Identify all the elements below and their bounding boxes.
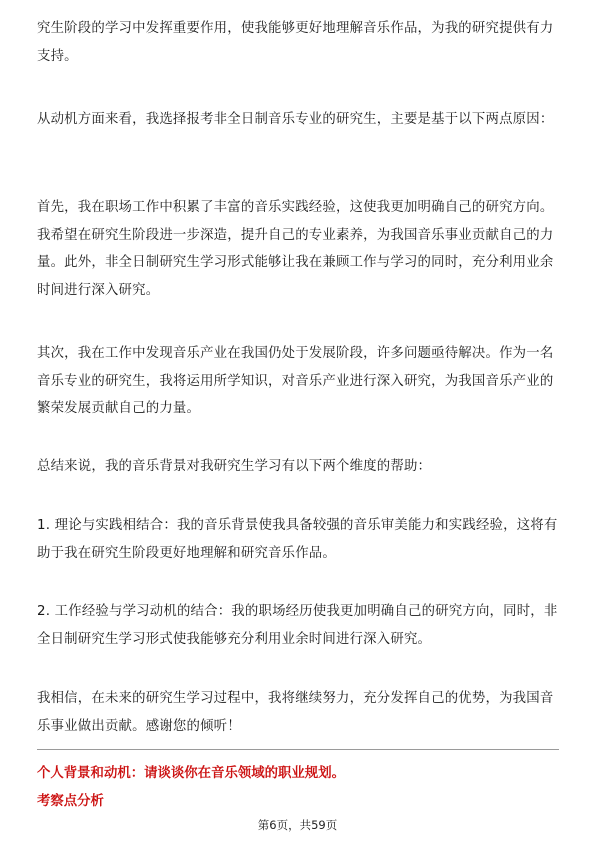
paragraph-motivation-intro: 从动机方面来看，我选择报考非全日制音乐专业的研究生，主要是基于以下两点原因：	[37, 112, 554, 127]
paragraph-first-reason: 首先，我在职场工作中积累了丰富的音乐实践经验，这使我更加明确自己的研究方向。我希望在研究生阶段进一步深造，提升自己的专业素养，为我国音乐事业贡献自己的力量。此外，非全日制研究生学习形式能够让我在兼顾工作与学习的同时，充分利用业余时间进行深入研究。	[37, 200, 554, 298]
analysis-heading: 考察点分析	[37, 794, 104, 809]
paragraph-research-support: 究生阶段的学习中发挥重要作用，使我能够更好地理解音乐作品，为我的研究提供有力支持。	[37, 21, 554, 64]
section-divider	[37, 749, 559, 750]
paragraph-conclusion: 我相信，在未来的研究生学习过程中，我将继续努力，充分发挥自己的优势，为我国音乐事业做出贡献。感谢您的倾听！	[37, 691, 554, 734]
paragraph-second-reason: 其次，我在工作中发现音乐产业在我国仍处于发展阶段，许多问题亟待解决。作为一名音乐专业的研究生，我将运用所学知识，对音乐产业进行深入研究，为我国音乐产业的繁荣发展贡献自己的力量。	[37, 346, 554, 416]
page-footer	[0, 817, 595, 833]
list-item-work-experience: 2. 工作经验与学习动机的结合：我的职场经历使我更加明确自己的研究方向，同时，非全日制研究生学习形式使我能够充分利用业余时间进行深入研究。	[37, 604, 558, 647]
page-indicator: 第6页，共59页	[257, 818, 338, 832]
section-question-title: 个人背景和动机：请谈谈你在音乐领域的职业规划。	[37, 766, 345, 781]
list-item-theory-practice: 1. 理论与实践相结合：我的音乐背景使我具备较强的音乐审美能力和实践经验，这将有助于我在研究生阶段更好地理解和研究音乐作品。	[37, 518, 558, 561]
paragraph-summary-intro: 总结来说，我的音乐背景对我研究生学习有以下两个维度的帮助：	[37, 459, 432, 474]
